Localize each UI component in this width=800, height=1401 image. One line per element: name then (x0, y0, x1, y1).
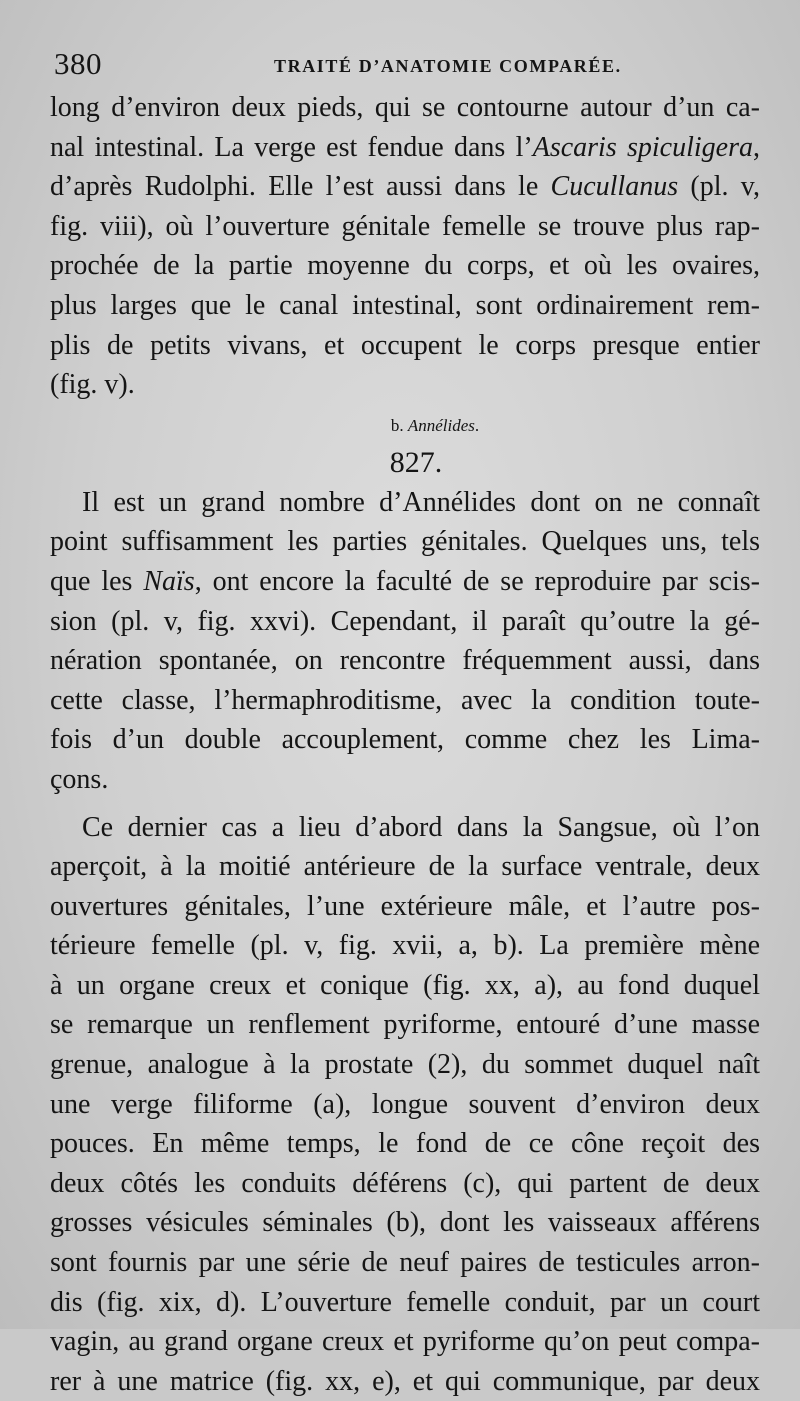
text-fragment: que les (50, 566, 143, 597)
genus-name-italic: Cucullanus (551, 171, 679, 202)
text-line: sont fournis par une série de neuf paires de testicules arron- (50, 1243, 760, 1283)
text-line: dis (fig. xix, d). L’ouverture femelle conduit, par un court (50, 1283, 760, 1323)
text-line: plis de petits vivans, et occupent le corps presque entier (50, 326, 760, 366)
text-line: çons. (50, 760, 760, 800)
text-line: grosses vésicules séminales (b), dont les vaisseaux afférens (50, 1203, 760, 1243)
section-title: Annélides (408, 416, 475, 435)
species-name-italic: Ascaris spiculigera (533, 132, 753, 163)
section-letter: b. (391, 416, 408, 435)
text-fragment: , ont encore la faculté de se reproduire par scis- (195, 566, 760, 597)
running-head: TRAITÉ D’ANATOMIE COMPARÉE. (274, 56, 622, 77)
text-line: sion (pl. v, fig. xxvi). Cependant, il paraît qu’outre la gé- (50, 602, 760, 642)
text-line: vagin, au grand organe creux et pyriforme qu’on peut compa- (50, 1322, 760, 1362)
text-line: rer à une matrice (fig. xx, e), et qui communique, par deux (50, 1362, 760, 1401)
paragraph-gap (50, 800, 760, 808)
text-line: prochée de la partie moyenne du corps, et où les ovaires, (50, 246, 760, 286)
paragraph-3 (50, 808, 760, 1401)
text-fragment: , (753, 132, 760, 163)
page-body (50, 88, 760, 1401)
text-line: pouces. En même temps, le fond de ce cône reçoit des (50, 1124, 760, 1164)
page-header (46, 46, 766, 82)
text-line: grenue, analogue à la prostate (2), du sommet duquel naît (50, 1045, 760, 1085)
text-line: une verge filiforme (a), longue souvent d’environ deux (50, 1085, 760, 1125)
text-line: Ce dernier cas a lieu d’abord dans la Sangsue, où l’on (50, 808, 760, 848)
text-line: à un organe creux et conique (fig. xx, a), au fond duquel (50, 966, 760, 1006)
text-fragment: (pl. v, (678, 171, 760, 202)
section-heading (50, 409, 760, 443)
text-line: aperçoit, à la moitié antérieure de la surface ventrale, deux (50, 847, 760, 887)
text-line (50, 128, 760, 168)
article-number: 827. (50, 443, 760, 483)
text-fragment: d’après Rudolphi. Elle l’est aussi dans le (50, 171, 551, 202)
text-line: (fig. v). (50, 365, 760, 405)
paragraph-2 (50, 483, 760, 800)
genus-name-italic: Naïs (143, 566, 194, 597)
page-number: 380 (54, 46, 102, 82)
text-line: deux côtés les conduits déférens (c), qui partent de deux (50, 1164, 760, 1204)
text-fragment: nal intestinal. La verge est fendue dans l’ (50, 132, 533, 163)
text-line: Il est un grand nombre d’Annélides dont on ne connaît (50, 483, 760, 523)
text-line: nération spontanée, on rencontre fréquemment aussi, dans (50, 641, 760, 681)
text-line: long d’environ deux pieds, qui se contourne autour d’un ca- (50, 88, 760, 128)
text-line (50, 167, 760, 207)
paragraph-1 (50, 88, 760, 405)
text-line: cette classe, l’hermaphroditisme, avec la condition toute- (50, 681, 760, 721)
text-line: fig. viii), où l’ouverture génitale femelle se trouve plus rap- (50, 207, 760, 247)
text-line: ouvertures génitales, l’une extérieure mâle, et l’autre pos- (50, 887, 760, 927)
text-line: fois d’un double accouplement, comme chez les Lima- (50, 720, 760, 760)
text-line (50, 562, 760, 602)
section-punct: . (475, 416, 479, 435)
text-line: plus larges que le canal intestinal, sont ordinairement rem- (50, 286, 760, 326)
text-line: se remarque un renflement pyriforme, entouré d’une masse (50, 1005, 760, 1045)
text-line: point suffisamment les parties génitales. Quelques uns, tels (50, 522, 760, 562)
text-line: térieure femelle (pl. v, fig. xvii, a, b). La première mène (50, 926, 760, 966)
